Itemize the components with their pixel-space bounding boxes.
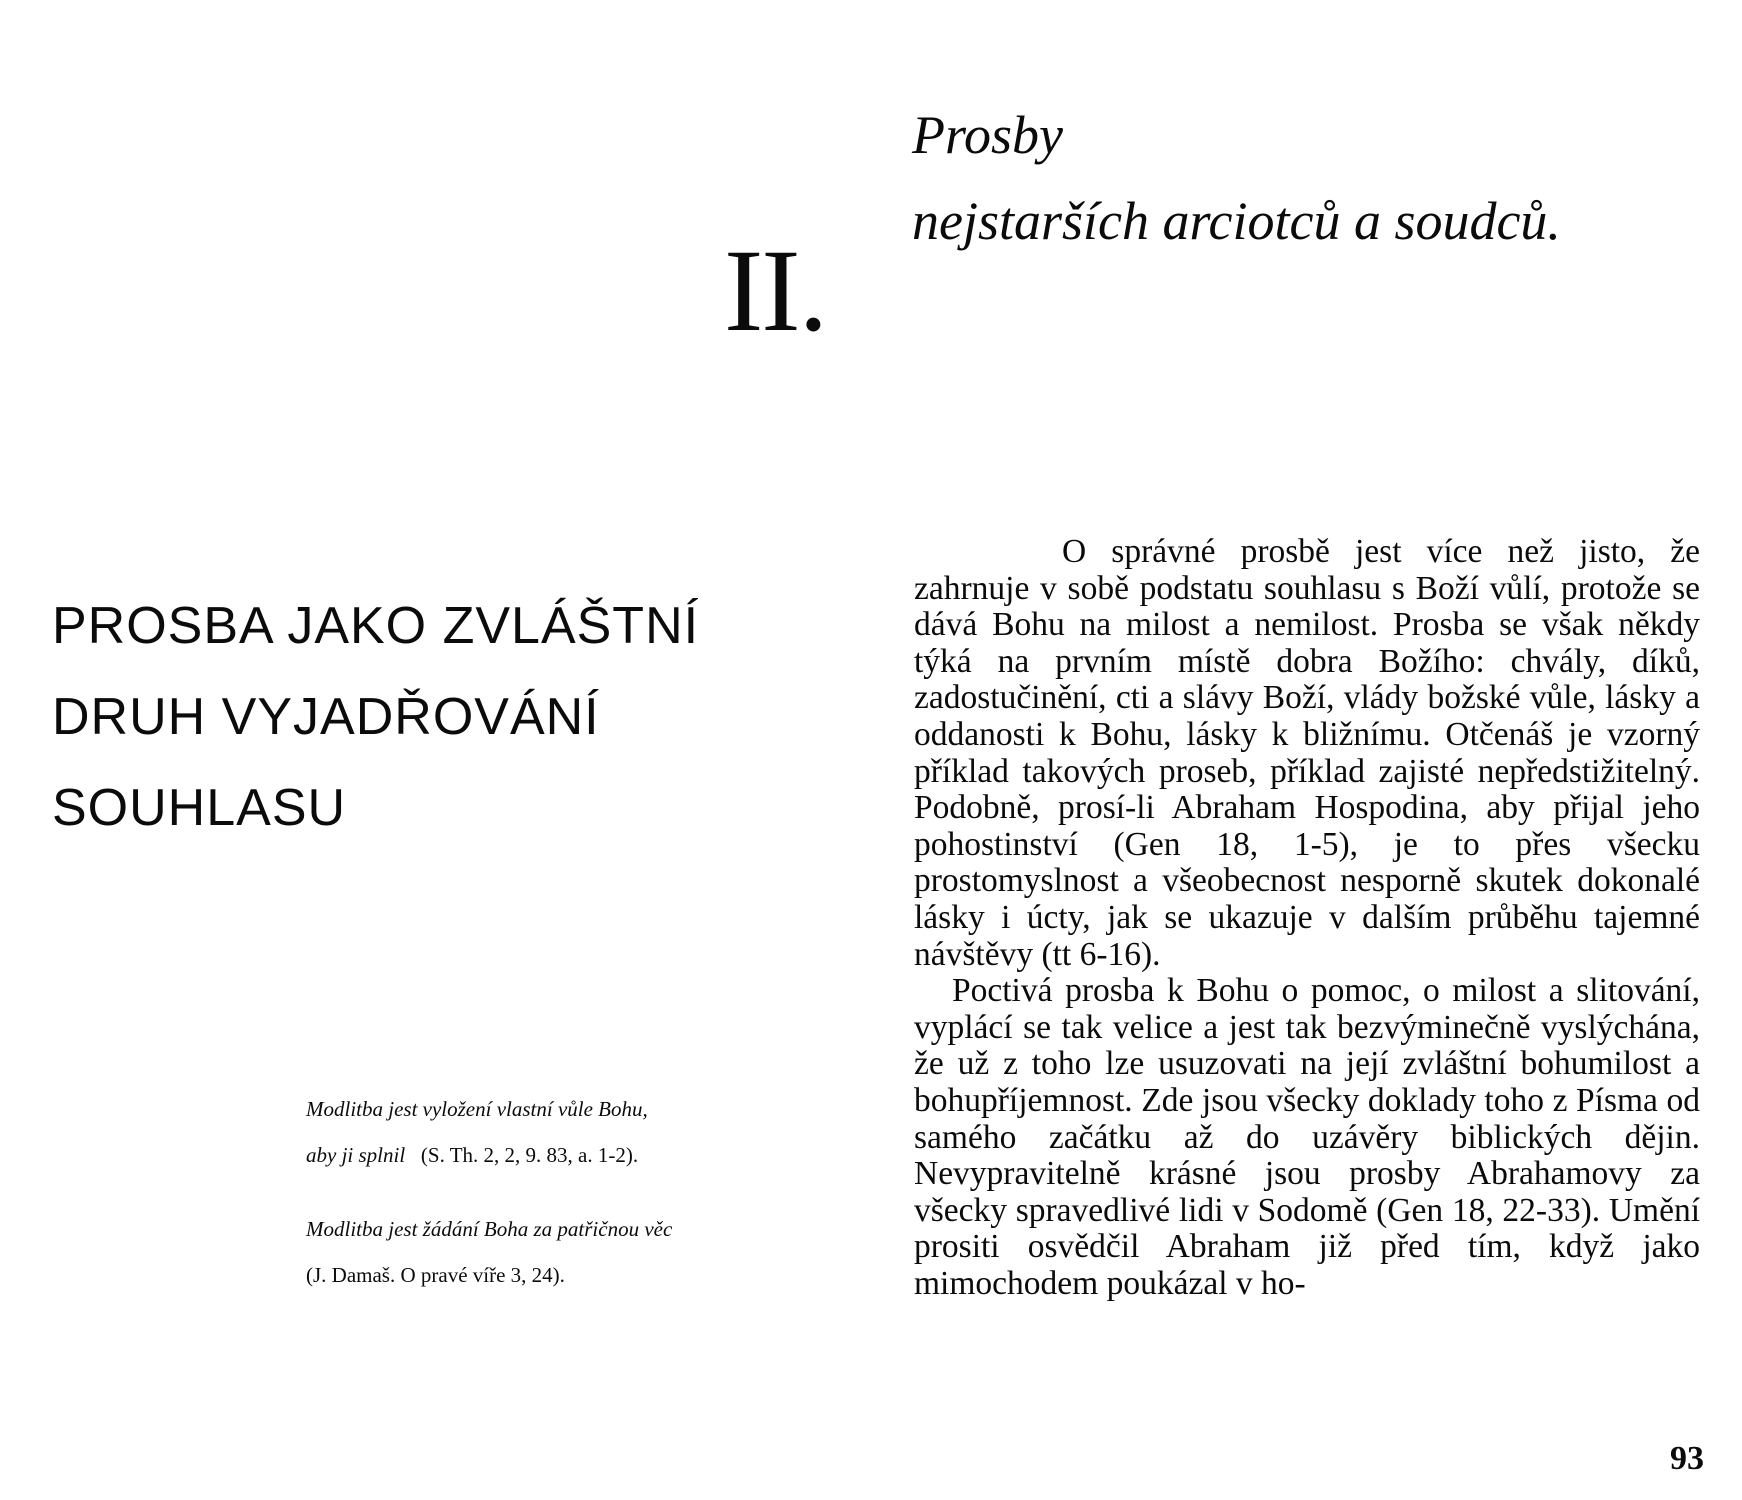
section-heading-line2: nejstarších arciotců a soudců.	[912, 191, 1561, 252]
body-paragraph-2: Poctivá prosba k Bohu o pomoc, o milost a slitování, vyplácí se tak velice a jest tak bezvýminečně vyslýchána, že už z toho lze usuzovati na její zvláštní bohumilost a bohupříjemnost. Zde jsou všecky doklady toho z Písma od samého začátku až do uzávěry biblických dějin. Nevypravitelně krásné jsou prosby Abrahamovy za všecky spravedlivé lidi v Sodomě (Gen 18, 22-33). Umění prositi osvědčil Abraham již před tím, když jako mimochodem poukázal v ho-	[914, 972, 1700, 1302]
epigraph-1-italic: aby ji splnil	[306, 1143, 406, 1167]
epigraph-1-line2	[306, 1132, 846, 1178]
chapter-title-line1: PROSBA JAKO ZVLÁŠTNÍ	[52, 597, 700, 655]
chapter-title-line3: SOUHLASU	[52, 779, 347, 837]
page-number: 93	[1670, 1440, 1704, 1477]
epigraph-2-reference: (J. Damaš. O pravé víře 3, 24).	[306, 1263, 565, 1287]
body-paragraph-1: O správné prosbě jest více než jisto, že zahrnuje v sobě podstatu souhlasu s Boží vůlí, protože se dává Bohu na milost a nemilost. Prosba se však někdy týká na prvním místě dobra Božího: chvály, díků, zadostučinění, cti a slávy Boží, vlády božské vůle, lásky a oddanosti k Bohu, lásky k bližnímu. Otčenáš je vzorný příklad takových proseb, příklad zajisté nepředstižitelný. Podobně, prosí-li Abraham Hospodina, aby přijal jeho pohostinství (Gen 18, 1-5), je to přes všecku prostomyslnost a všeobecnost nesporně skutek dokonalé lásky i úcty, jak se ukazuje v dalším průběhu tajemné návštěvy (tt 6-16).	[914, 533, 1700, 973]
chapter-title-line2: DRUH VYJADŘOVÁNÍ	[52, 688, 600, 746]
epigraph-2-line1: Modlitba jest žádání Boha za patřičnou věc	[306, 1217, 673, 1241]
roman-numeral: II.	[724, 225, 827, 356]
epigraph-1-reference: (S. Th. 2, 2, 9. 83, a. 1-2).	[420, 1143, 639, 1167]
section-heading	[912, 100, 1712, 256]
epigraph-1-line1: Modlitba jest vyložení vlastní vůle Bohu,	[306, 1097, 648, 1121]
chapter-title	[52, 597, 832, 873]
epigraphs	[306, 1086, 846, 1298]
body-text	[914, 534, 1700, 1302]
section-heading-line1: Prosby	[912, 105, 1063, 165]
